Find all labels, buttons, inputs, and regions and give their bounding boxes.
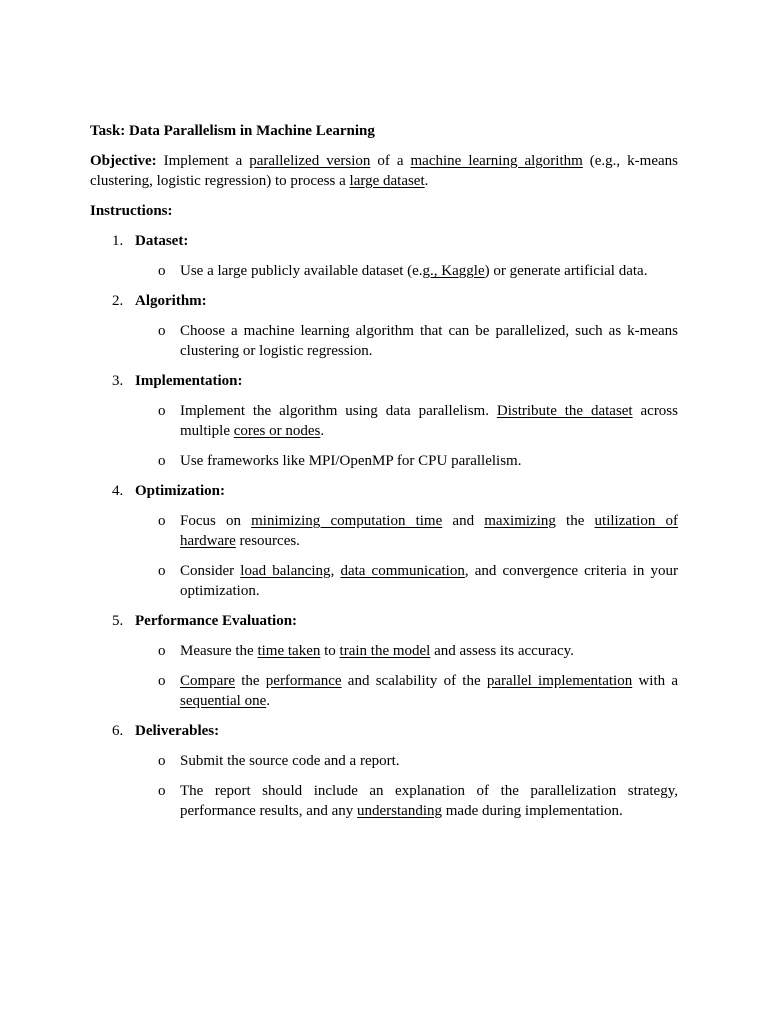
section-heading <box>90 231 678 251</box>
bullet-text: Use a large publicly available dataset (e. <box>180 263 423 279</box>
underlined-text: Compare <box>180 673 235 689</box>
bullet-text: . <box>266 693 270 709</box>
list-item <box>90 781 678 821</box>
bullet-text: and assess its accuracy. <box>430 643 574 659</box>
instruction-section-performance-evaluation <box>90 611 678 711</box>
bullet-text: Focus on <box>180 513 252 529</box>
bullet-marker: o <box>158 673 166 689</box>
bullet-text: resources. <box>235 533 300 549</box>
underlined-text: utilization of hardware <box>180 513 678 549</box>
list-item <box>90 641 678 661</box>
document-title: Task: Data Parallelism in Machine Learning <box>90 123 375 139</box>
bullet-text: Choose a machine learning algorithm that can be parallelized, such as k-means clustering or logistic regression. <box>180 323 678 359</box>
section-heading <box>90 291 678 311</box>
section-heading <box>90 371 678 391</box>
instruction-section-algorithm <box>90 291 678 361</box>
bullet-marker: o <box>158 453 166 469</box>
bullet-text: , <box>330 563 341 579</box>
section-number: 5. <box>112 613 124 629</box>
list-item <box>90 401 678 441</box>
underlined-text: sequential one <box>180 693 267 709</box>
objective-text: (e.g., k-means clustering, logistic regression) to process a <box>90 153 678 189</box>
instruction-section-dataset <box>90 231 678 281</box>
bullet-text: Implement the algorithm using data parallelism. <box>180 403 497 419</box>
section-heading <box>90 611 678 631</box>
underlined-text: parallel implementation <box>486 673 633 689</box>
bullet-marker: o <box>158 263 166 279</box>
underlined-text: understanding <box>357 803 442 819</box>
section-number: 6. <box>112 723 124 739</box>
objective-underlined-text: machine learning algorithm <box>410 153 583 169</box>
objective-text: Implement a <box>156 153 250 169</box>
list-item <box>90 451 678 471</box>
underlined-text: cores or nodes <box>233 423 321 439</box>
underlined-text: g., Kaggle <box>422 263 485 279</box>
instruction-section-optimization <box>90 481 678 601</box>
bullet-marker: o <box>158 403 166 419</box>
section-title: Algorithm: <box>135 293 207 309</box>
bullet-text: ) or generate artificial data. <box>484 263 648 279</box>
list-item <box>90 321 678 361</box>
instruction-section-implementation <box>90 371 678 471</box>
bullet-marker: o <box>158 563 166 579</box>
bullet-text: . <box>320 423 325 439</box>
underlined-text: Distribute the dataset <box>496 403 633 419</box>
objective-paragraph <box>90 151 678 191</box>
bullet-marker: o <box>158 783 166 799</box>
list-item <box>90 511 678 551</box>
bullet-text: with a <box>632 673 679 689</box>
objective-label: Objective: <box>90 153 157 169</box>
underlined-text: train the model <box>339 643 431 659</box>
section-title: Dataset: <box>135 233 189 249</box>
underlined-text: load balancing <box>240 563 331 579</box>
bullet-text: the <box>555 513 595 529</box>
bullet-marker: o <box>158 513 166 529</box>
bullet-text: and scalability of the <box>341 673 487 689</box>
section-number: 2. <box>112 293 124 309</box>
underlined-text: minimizing computation time <box>251 513 443 529</box>
section-title: Optimization: <box>135 483 225 499</box>
underlined-text: performance <box>265 673 342 689</box>
bullet-marker: o <box>158 753 166 769</box>
section-heading <box>90 721 678 741</box>
bullet-marker: o <box>158 323 166 339</box>
section-title: Performance Evaluation: <box>135 613 298 629</box>
document-page <box>90 121 678 831</box>
bullet-text: to <box>320 643 340 659</box>
list-item <box>90 261 678 281</box>
section-title: Deliverables: <box>135 723 220 739</box>
bullet-text: and <box>442 513 485 529</box>
objective-text: . <box>424 173 429 189</box>
section-number: 4. <box>112 483 124 499</box>
objective-text: of a <box>370 153 411 169</box>
objective-underlined-text: parallelized version <box>249 153 371 169</box>
bullet-text: Use frameworks like MPI/OpenMP for CPU parallelism. <box>180 453 522 469</box>
underlined-text: maximizing <box>484 513 556 529</box>
list-item <box>90 561 678 601</box>
instructions-heading: Instructions: <box>90 203 173 219</box>
list-item <box>90 671 678 711</box>
section-number: 3. <box>112 373 124 389</box>
instruction-section-deliverables <box>90 721 678 821</box>
underlined-text: data communication <box>340 563 465 579</box>
section-heading <box>90 481 678 501</box>
bullet-text: , and convergence criteria in your optimization. <box>180 563 679 599</box>
bullet-marker: o <box>158 643 166 659</box>
bullet-text: made during implementation. <box>442 803 623 819</box>
underlined-text: time taken <box>257 643 321 659</box>
list-item <box>90 751 678 771</box>
bullet-text: the <box>234 673 266 689</box>
section-title: Implementation: <box>135 373 243 389</box>
section-number: 1. <box>112 233 124 249</box>
bullet-text: Consider <box>180 563 241 579</box>
bullet-text: Measure the <box>180 643 258 659</box>
bullet-text: across multiple <box>180 403 678 439</box>
objective-underlined-text: large dataset <box>349 173 425 189</box>
bullet-text: Submit the source code and a report. <box>180 753 400 769</box>
bullet-text: The report should include an explanation of the parallelization strategy, performance results, and any <box>180 783 678 819</box>
